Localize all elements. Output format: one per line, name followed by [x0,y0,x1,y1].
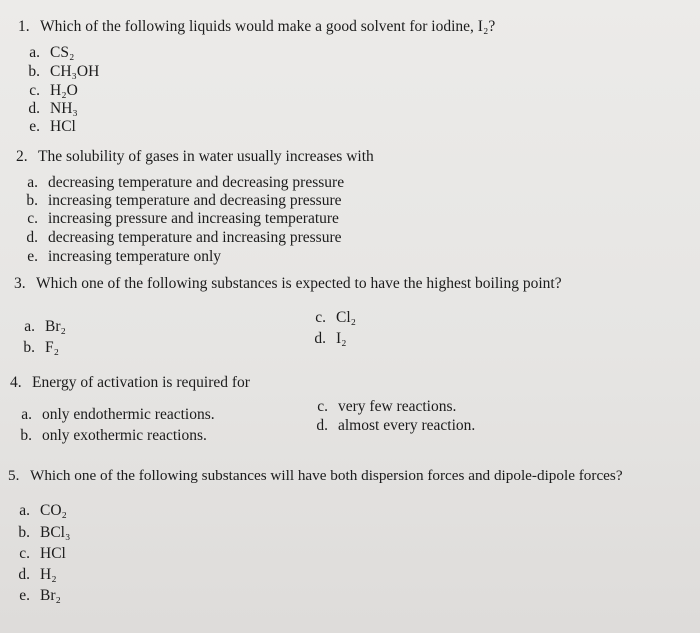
option-1a [14,44,74,62]
option-4c [302,398,456,416]
question-text: Which one of the following substances is expected to have the highest boiling point? [36,275,562,292]
question-number: 1. [18,18,30,35]
option-text: H₂ [40,566,57,583]
question-1 [18,18,495,36]
option-5e [4,587,61,605]
option-letter: d. [26,229,38,246]
option-letter: d. [314,330,326,347]
option-4b [6,427,207,445]
option-3d [300,330,347,348]
option-text: decreasing temperature and decreasing pressure [48,174,345,191]
option-letter: d. [18,566,30,583]
option-1c [14,82,78,100]
question-number: 3. [14,275,26,292]
option-4a [6,406,215,424]
question-3 [14,275,562,293]
question-text: Which of the following liquids would make a good solvent for iodine, I₂? [40,18,496,35]
option-text: Br₂ [40,587,61,604]
option-3a [9,318,66,336]
option-text: Cl₂ [336,309,357,326]
option-text: increasing temperature only [48,248,222,265]
option-letter: a. [27,174,38,191]
question-number: 5. [8,467,20,484]
option-letter: b. [26,192,38,209]
option-letter: c. [29,82,40,99]
option-letter: a. [24,318,35,335]
option-letter: a. [19,502,30,519]
option-text: only endothermic reactions. [42,406,215,423]
option-text: NH₃ [50,100,78,117]
option-2e [12,248,221,266]
option-text: almost every reaction. [338,417,476,434]
option-4d [302,417,475,435]
option-letter: b. [28,63,40,80]
option-text: CH₃OH [50,63,100,80]
option-text: Br₂ [45,318,66,335]
option-letter: c. [27,210,38,227]
option-letter: e. [19,587,30,604]
option-5d [4,566,57,584]
option-5c [4,545,66,563]
option-letter: d. [28,100,40,117]
option-5a [4,502,67,520]
question-text: Energy of activation is required for [32,374,250,391]
option-letter: a. [29,44,40,61]
option-3c [300,309,356,327]
option-1b [14,63,99,81]
option-text: increasing temperature and decreasing pressure [48,192,342,209]
option-text: HCl [40,545,66,562]
option-text: CO₂ [40,502,67,519]
question-2 [16,148,374,166]
option-letter: a. [21,406,32,423]
option-letter: c. [315,309,326,326]
option-2a [12,174,344,192]
question-number: 2. [16,148,28,165]
option-1e [14,118,76,136]
option-letter: e. [29,118,40,135]
option-letter: b. [18,524,30,541]
option-text: increasing pressure and increasing temperature [48,210,339,227]
option-text: BCl₃ [40,524,71,541]
option-letter: b. [20,427,32,444]
option-text: HCl [50,118,76,135]
question-4 [10,374,250,392]
option-1d [14,100,78,118]
option-2b [12,192,342,210]
question-number: 4. [10,374,22,391]
option-text: I₂ [336,330,347,347]
option-5b [4,524,70,542]
question-text: The solubility of gases in water usually increases with [38,148,374,165]
option-2d [12,229,342,247]
question-text: Which one of the following substances will have both dispersion forces and dipole-dipole forces? [30,467,623,484]
option-text: CS₂ [50,44,75,61]
question-5 [8,467,623,485]
option-letter: b. [23,339,35,356]
option-letter: d. [316,417,328,434]
option-text: decreasing temperature and increasing pressure [48,229,342,246]
option-letter: c. [19,545,30,562]
option-2c [12,210,339,228]
option-letter: e. [27,248,38,265]
option-letter: c. [317,398,328,415]
option-text: H₂O [50,82,78,99]
option-text: very few reactions. [338,398,457,415]
option-3b [9,339,59,357]
option-text: only exothermic reactions. [42,427,207,444]
option-text: F₂ [45,339,60,356]
